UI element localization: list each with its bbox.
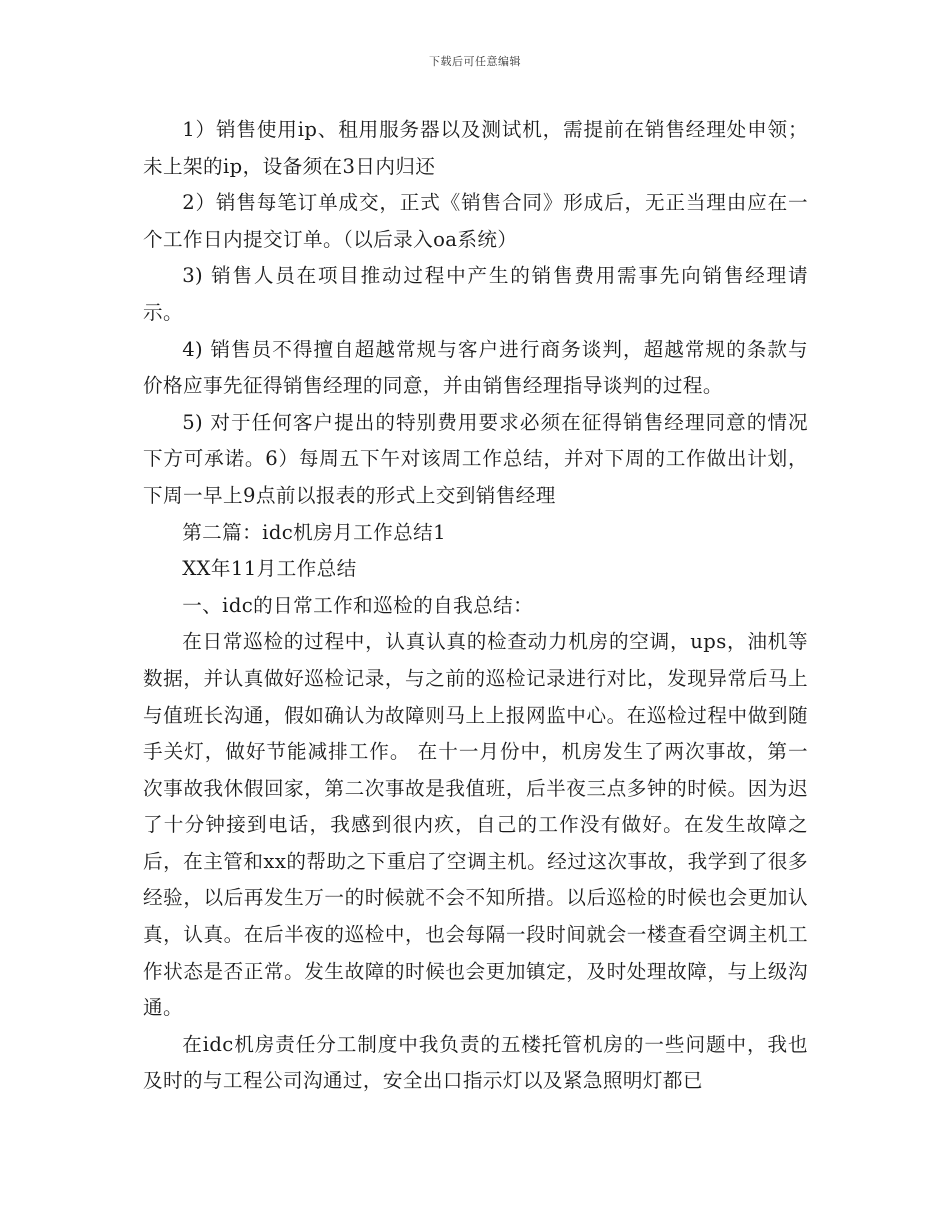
paragraph-sales-rule-1: 1）销售使用ip、租用服务器以及测试机，需提前在销售经理处申领；未上架的ip，设备须在3日内归还: [143, 118, 808, 178]
paragraph-sales-rule-5-6: 5) 对于任何客户提出的特别费用要求必须在征得销售经理同意的情况下方可承诺。6）每周五下午对该周工作总结，并对下周的工作做出计划，下周一早上9点前以报表的形式上交到销售经理: [143, 410, 808, 507]
paragraph-inspection-summary: 在日常巡检的过程中，认真认真的检查动力机房的空调，ups，油机等数据，并认真做好巡检记录，与之前的巡检记录进行对比，发现异常后马上与值班长沟通，假如确认为故障则马上上报网监中心。在巡检过程中做到随手关灯，做好节能减排工作。 在十一月份中，机房发生了两次事故，第一次事故我休假回家，第二次事故是我值班，后半夜三点多钟的时候。因为迟了十分钟接到电话，我感到很内疚，自己的工作没有做好。在发生故障之后，在主管和xx的帮助之下重启了空调主机。经过这次事故，我学到了很多经验，以后再发生万一的时候就不会不知所措。以后巡检的时候也会更加认真，认真。在后半夜的巡检中，也会每隔一段时间就会一楼查看空调主机工作状态是否正常。发生故障的时候也会更加镇定，及时处理故障，与上级沟通。: [143, 630, 808, 1020]
document-body: [143, 112, 808, 1100]
paragraph-sales-rule-2: 2）销售每笔订单成交，正式《销售合同》形成后，无正当理由应在一个工作日内提交订单。（以后录入oa系统）: [143, 191, 808, 251]
section-heading: 第二篇：idc机房月工作总结1: [182, 520, 446, 544]
paragraph-responsibility: 在idc机房责任分工制度中我负责的五楼托管机房的一些问题中，我也及时的与工程公司沟通过，安全出口指示灯以及紧急照明灯都已: [143, 1032, 808, 1093]
page-header: 下载后可任意编辑: [429, 55, 521, 68]
paragraph-sales-rule-3: 3) 销售人员在项目推动过程中产生的销售费用需事先向销售经理请示。: [143, 264, 808, 324]
subsection-heading: 一、idc的日常工作和巡检的自我总结：: [182, 593, 534, 617]
summary-title: XX年11月工作总结: [182, 557, 357, 581]
paragraph-sales-rule-4: 4) 销售员不得擅自超越常规与客户进行商务谈判，超越常规的条款与价格应事先征得销售经理的同意，并由销售经理指导谈判的过程。: [143, 337, 808, 398]
